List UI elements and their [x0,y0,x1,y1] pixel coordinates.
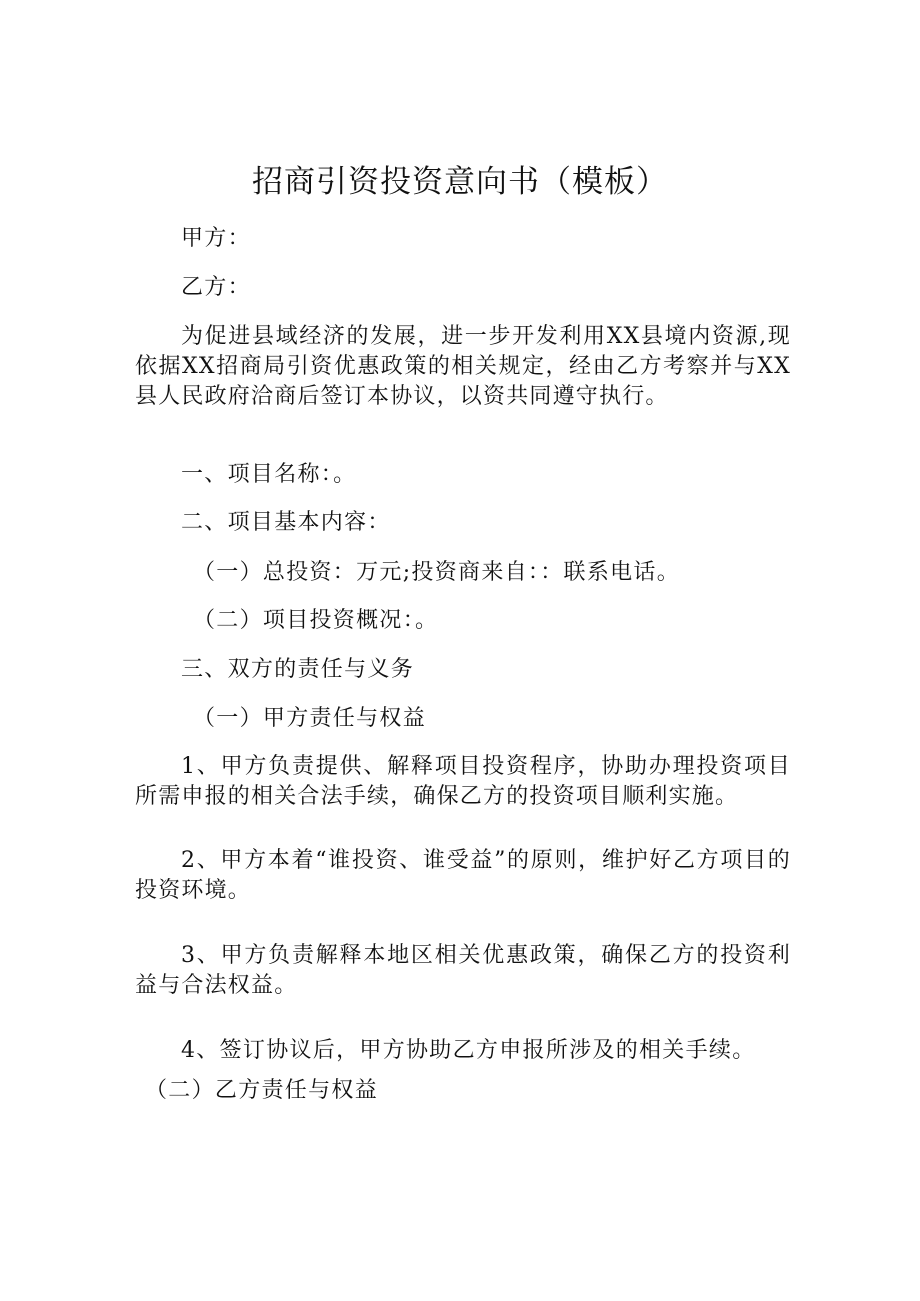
clause-3: 3、甲方负责解释本地区相关优惠政策，确保乙方的投资利益与合法权益。 [135,943,791,998]
project-total-investment: （一）总投资：万元;投资商来自：：联系电话。 [193,560,681,585]
section-project-content: 二、项目基本内容： [181,510,391,535]
clause-4: 4、签订协议后，甲方协助乙方申报所涉及的相关手续。 [181,1038,756,1063]
section-responsibilities: 三、双方的责任与义务 [181,657,415,682]
preamble-paragraph: 为促进县域经济的发展，进一步开发利用XX县境内资源,现依据XX招商局引资优惠政策的相关规定，经由乙方考察并与XX县人民政府洽商后签订本协议，以资共同遵守执行。 [135,324,791,409]
clause-1: 1、甲方负责提供、解释项目投资程序，协助办理投资项目所需申报的相关合法手续，确保乙方的投资项目顺利实施。 [135,754,791,809]
party-b-label: 乙方： [181,275,251,300]
clause-2: 2、甲方本着“谁投资、谁受益”的原则，维护好乙方项目的投资环境。 [135,848,791,903]
party-a-responsibilities-heading: （一）甲方责任与权益 [193,706,427,731]
party-a-label: 甲方： [181,226,251,251]
party-b-responsibilities-heading: （二）乙方责任与权益 [145,1078,379,1103]
document-title: 招商引资投资意向书（模板） [252,164,668,200]
project-investment-overview: （二）项目投资概况：。 [193,608,439,633]
section-project-name: 一、项目名称：。 [181,462,357,487]
